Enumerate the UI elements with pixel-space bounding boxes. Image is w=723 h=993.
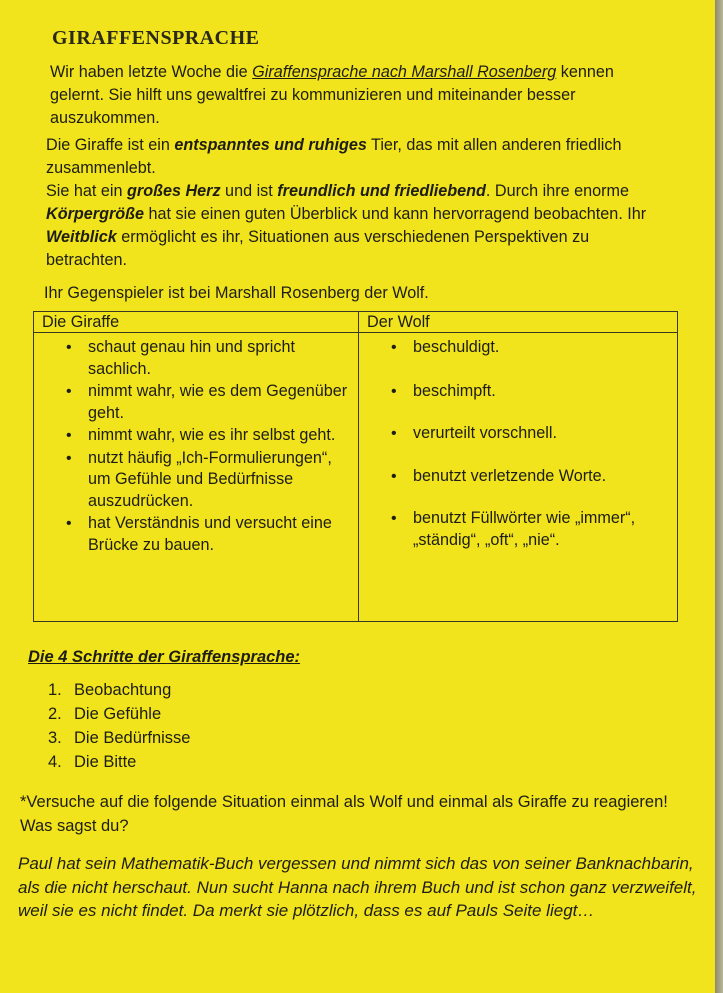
- bullet-icon: •: [66, 449, 72, 467]
- list-item-text: schaut genau hin und spricht sachlich.: [88, 338, 295, 378]
- list-item: [48, 726, 190, 750]
- intro-text-2: kennen gelernt. Sie hilft uns gewaltfrei zu kommunizieren und miteinander besser auszukommen.: [50, 63, 614, 127]
- step-label: Die Bedürfnisse: [74, 729, 191, 747]
- list-item: [367, 508, 671, 551]
- list-item: [48, 678, 190, 702]
- wolf-list: [367, 337, 671, 551]
- list-item-text: beschimpft.: [413, 381, 496, 400]
- table-row: [34, 333, 678, 622]
- giraffe-cell: [34, 333, 359, 622]
- list-item: [42, 425, 352, 447]
- intro-text-1: Wir haben letzte Woche die: [50, 63, 253, 81]
- list-item-text: benutzt verletzende Worte.: [413, 466, 607, 485]
- header-giraffe: Die Giraffe: [34, 312, 359, 333]
- bullet-icon: •: [391, 382, 397, 400]
- desc-text: und ist: [220, 182, 278, 200]
- list-item: [42, 513, 352, 556]
- bullet-icon: •: [391, 339, 397, 356]
- desc-emphasis: entspanntes und ruhiges: [174, 136, 367, 154]
- bullet-icon: •: [66, 383, 72, 400]
- step-label: Beobachtung: [74, 681, 172, 699]
- desc-text: hat sie einen guten Überblick und kann hervorragend beobachten. Ihr: [144, 205, 647, 223]
- desc-text: ermöglicht es ihr, Situationen aus verschiedenen Perspektiven zu betrachten.: [46, 228, 590, 269]
- comparison-table: [33, 311, 678, 622]
- steps-list: [48, 678, 190, 774]
- page-title: GIRAFFENSPRACHE: [52, 27, 260, 49]
- list-item: [367, 466, 671, 488]
- step-number: 3.: [48, 729, 62, 747]
- bullet-icon: •: [66, 339, 72, 356]
- list-item: [48, 750, 190, 774]
- bullet-icon: •: [66, 515, 72, 532]
- bullet-icon: •: [66, 427, 72, 444]
- step-number: 4.: [48, 753, 62, 771]
- task-instruction: *Versuche auf die folgende Situation einmal als Wolf und einmal als Giraffe zu reagieren! Was sagst du?: [20, 793, 668, 835]
- header-wolf: Der Wolf: [359, 312, 678, 333]
- step-label: Die Gefühle: [74, 705, 162, 723]
- giraffe-list: [42, 337, 352, 556]
- desc-emphasis: Körpergröße: [46, 205, 145, 223]
- list-item: [367, 423, 671, 445]
- intro-paragraph: [50, 61, 660, 130]
- paper-edge: [715, 0, 723, 993]
- list-item: [42, 381, 352, 424]
- bullet-icon: •: [391, 510, 397, 527]
- desc-emphasis: Weitblick: [46, 228, 117, 246]
- bullet-icon: •: [391, 425, 397, 442]
- desc-emphasis: großes Herz: [127, 182, 221, 200]
- list-item: [42, 448, 352, 513]
- list-item: [42, 337, 352, 380]
- step-number: 2.: [48, 705, 62, 723]
- list-item-text: nutzt häufig „Ich-Formulierungen“, um Gefühle und Bedürfnisse auszudrücken.: [88, 448, 332, 510]
- step-number: 1.: [48, 681, 62, 699]
- steps-heading: Die 4 Schritte der Giraffensprache:: [28, 648, 301, 666]
- table-header-row: [34, 312, 678, 333]
- list-item: [367, 381, 671, 403]
- wolf-cell: [359, 333, 678, 622]
- desc-text: Tier, das mit allen anderen friedlich zusammenlebt.: [46, 136, 622, 177]
- list-item-text: beschuldigt.: [413, 338, 500, 356]
- desc-text: . Durch ihre enorme: [485, 182, 629, 200]
- opponent-text: Ihr Gegenspieler ist bei Marshall Rosenberg der Wolf.: [44, 284, 429, 302]
- list-item: [367, 337, 671, 359]
- list-item-text: nimmt wahr, wie es ihr selbst geht.: [88, 426, 336, 444]
- list-item-text: nimmt wahr, wie es dem Gegenüber geht.: [88, 382, 348, 422]
- list-item: [48, 702, 190, 726]
- desc-text: Sie hat ein: [46, 182, 127, 200]
- description-paragraph: [46, 134, 671, 272]
- story-text: Paul hat sein Mathematik-Buch vergessen und nimmt sich das von seiner Banknachbarin, als die nicht herschaut. Nun sucht Hanna nach ihrem Buch und ist schon ganz verzweifelt, weil sie es nicht findet. Da merkt sie plötzlich, dass es auf Pauls Seite liegt…: [18, 854, 697, 920]
- desc-text: Die Giraffe ist ein: [46, 136, 175, 154]
- giraffe-language-link[interactable]: Giraffensprache nach Marshall Rosenberg: [252, 63, 557, 81]
- list-item-text: verurteilt vorschnell.: [413, 424, 557, 442]
- desc-emphasis: freundlich und friedliebend: [277, 182, 486, 200]
- list-item-text: benutzt Füllwörter wie „immer“, „ständig“, „oft“, „nie“.: [413, 509, 636, 549]
- bullet-icon: •: [391, 467, 397, 485]
- list-item-text: hat Verständnis und versucht eine Brücke zu bauen.: [88, 514, 332, 554]
- step-label: Die Bitte: [74, 753, 137, 771]
